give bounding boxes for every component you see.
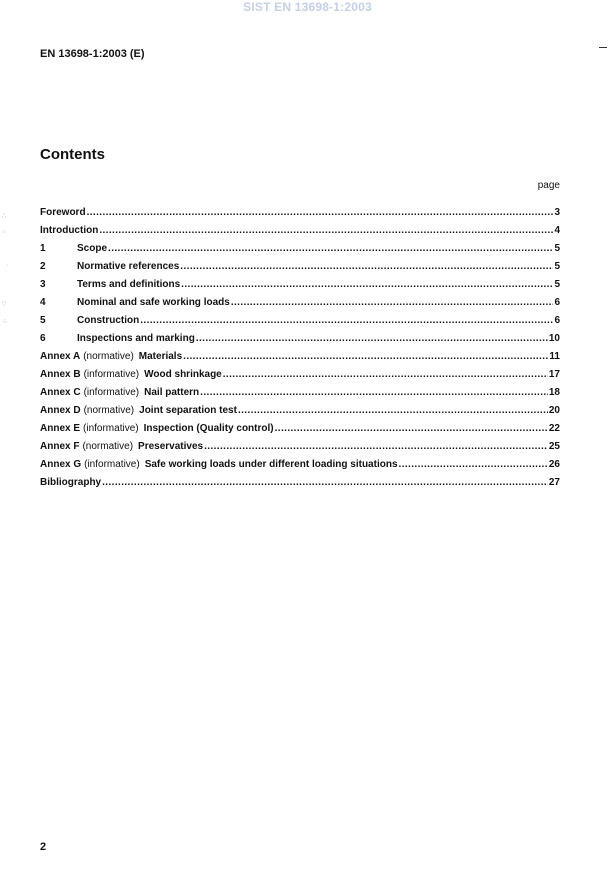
toc-entry-foreword[interactable] (40, 207, 560, 225)
toc-entry-page: 20 (548, 405, 560, 416)
toc-entry-page: 10 (548, 333, 560, 344)
toc-leader-dots (275, 423, 548, 434)
toc-entry-label: Bibliography (40, 477, 102, 488)
toc-entry-scope[interactable] (40, 243, 560, 261)
toc-entry-terms-and-definitions[interactable] (40, 279, 560, 297)
toc-entry-page: 5 (554, 243, 560, 254)
toc-entry-label: Construction (77, 315, 140, 326)
toc-entry-introduction[interactable] (40, 225, 560, 243)
toc-entry-label: Introduction (40, 225, 99, 236)
page-title: Contents (40, 146, 105, 163)
toc-entry-page: 27 (548, 477, 560, 488)
toc-entry-annex-c[interactable] (40, 387, 560, 405)
toc-entry-page: 11 (549, 351, 560, 362)
toc-entry-label: Materials (138, 351, 183, 362)
toc-entry-annex-a[interactable] (40, 351, 560, 369)
toc-leader-dots (87, 207, 554, 218)
toc-entry-page: 5 (554, 261, 560, 272)
toc-entry-label: Inspection (Quality control) (143, 423, 274, 434)
toc-entry-page: 3 (554, 207, 560, 218)
toc-annex-type: (normative) (83, 405, 135, 416)
toc-entry-page: 4 (554, 225, 560, 236)
toc-entry-page: 26 (548, 459, 560, 470)
toc-annex-type: (normative) (83, 351, 134, 362)
scan-artifact: ∴ (2, 213, 7, 220)
toc-entry-annex-b[interactable] (40, 369, 560, 387)
toc-entry-number: 6 (40, 333, 46, 344)
scan-artifact: ⁘ (2, 319, 8, 326)
toc-leader-dots (204, 441, 548, 452)
toc-annex-prefix: Annex C (40, 387, 81, 398)
toc-entry-number: 5 (40, 315, 46, 326)
toc-entry-label: Joint separation test (139, 405, 237, 416)
toc-leader-dots (231, 297, 554, 308)
toc-annex-prefix: Annex E (40, 423, 81, 434)
toc-entry-page: 5 (554, 279, 560, 290)
toc-annex-type: (informative) (83, 423, 139, 434)
toc-entry-label: Safe working loads under different loading situations (144, 459, 398, 470)
table-of-contents (40, 207, 560, 495)
toc-entry-page: 18 (548, 387, 560, 398)
toc-entry-page: 6 (554, 315, 560, 326)
document-id: EN 13698-1:2003 (E) (40, 48, 145, 60)
toc-entry-bibliography[interactable] (40, 477, 560, 495)
toc-leader-dots (223, 369, 548, 380)
toc-leader-dots (238, 405, 548, 416)
toc-entry-page: 22 (548, 423, 560, 434)
toc-entry-number: 1 (40, 243, 46, 254)
toc-entry-label: Inspections and marking (77, 333, 195, 344)
toc-leader-dots (200, 387, 548, 398)
toc-entry-normative-references[interactable] (40, 261, 560, 279)
toc-leader-dots (399, 459, 548, 470)
toc-leader-dots (180, 261, 553, 272)
scan-artifact: · (6, 262, 9, 269)
toc-annex-type: (informative) (83, 369, 140, 380)
page-number: 2 (40, 841, 47, 853)
toc-annex-type: (informative) (84, 459, 140, 470)
toc-entry-label: Nail pattern (144, 387, 200, 398)
toc-entry-label: Terms and definitions (77, 279, 181, 290)
toc-entry-label: Normative references (77, 261, 180, 272)
watermark: SIST EN 13698-1:2003 (243, 0, 372, 14)
toc-entry-inspections-and-marking[interactable] (40, 333, 560, 351)
toc-leader-dots (99, 225, 553, 236)
toc-entry-page: 17 (548, 369, 560, 380)
toc-entry-label: Nominal and safe working loads (77, 297, 230, 308)
toc-annex-prefix: Annex B (40, 369, 81, 380)
toc-entry-label: Scope (77, 243, 108, 254)
scan-artifact: ⁖ (2, 229, 7, 236)
toc-entry-number: 4 (40, 297, 46, 308)
toc-leader-dots (183, 351, 548, 362)
toc-entry-label: Foreword (40, 207, 86, 218)
toc-entry-number: 2 (40, 261, 46, 272)
toc-leader-dots (181, 279, 553, 290)
toc-entry-label: Wood shrinkage (144, 369, 222, 380)
toc-entry-annex-g[interactable] (40, 459, 560, 477)
toc-entry-annex-e[interactable] (40, 423, 560, 441)
toc-leader-dots (108, 243, 553, 254)
toc-leader-dots (196, 333, 548, 344)
toc-entry-annex-d[interactable] (40, 405, 560, 423)
toc-annex-prefix: Annex F (40, 441, 80, 452)
toc-annex-prefix: Annex D (40, 405, 81, 416)
toc-entry-page: 25 (548, 441, 560, 452)
scan-artifact: ∵ (2, 301, 7, 308)
toc-annex-prefix: Annex A (40, 351, 81, 362)
toc-entry-page: 6 (554, 297, 560, 308)
toc-entry-construction[interactable] (40, 315, 560, 333)
toc-entry-number: 3 (40, 279, 46, 290)
page-column-label: page (537, 180, 560, 191)
toc-entry-annex-f[interactable] (40, 441, 560, 459)
toc-annex-type: (normative) (82, 441, 134, 452)
corner-mark (599, 47, 607, 48)
toc-leader-dots (102, 477, 548, 488)
toc-annex-prefix: Annex G (40, 459, 82, 470)
toc-entry-label: Preservatives (138, 441, 204, 452)
toc-annex-type: (informative) (83, 387, 140, 398)
toc-leader-dots (140, 315, 553, 326)
toc-entry-nominal-and-safe-working-loads[interactable] (40, 297, 560, 315)
